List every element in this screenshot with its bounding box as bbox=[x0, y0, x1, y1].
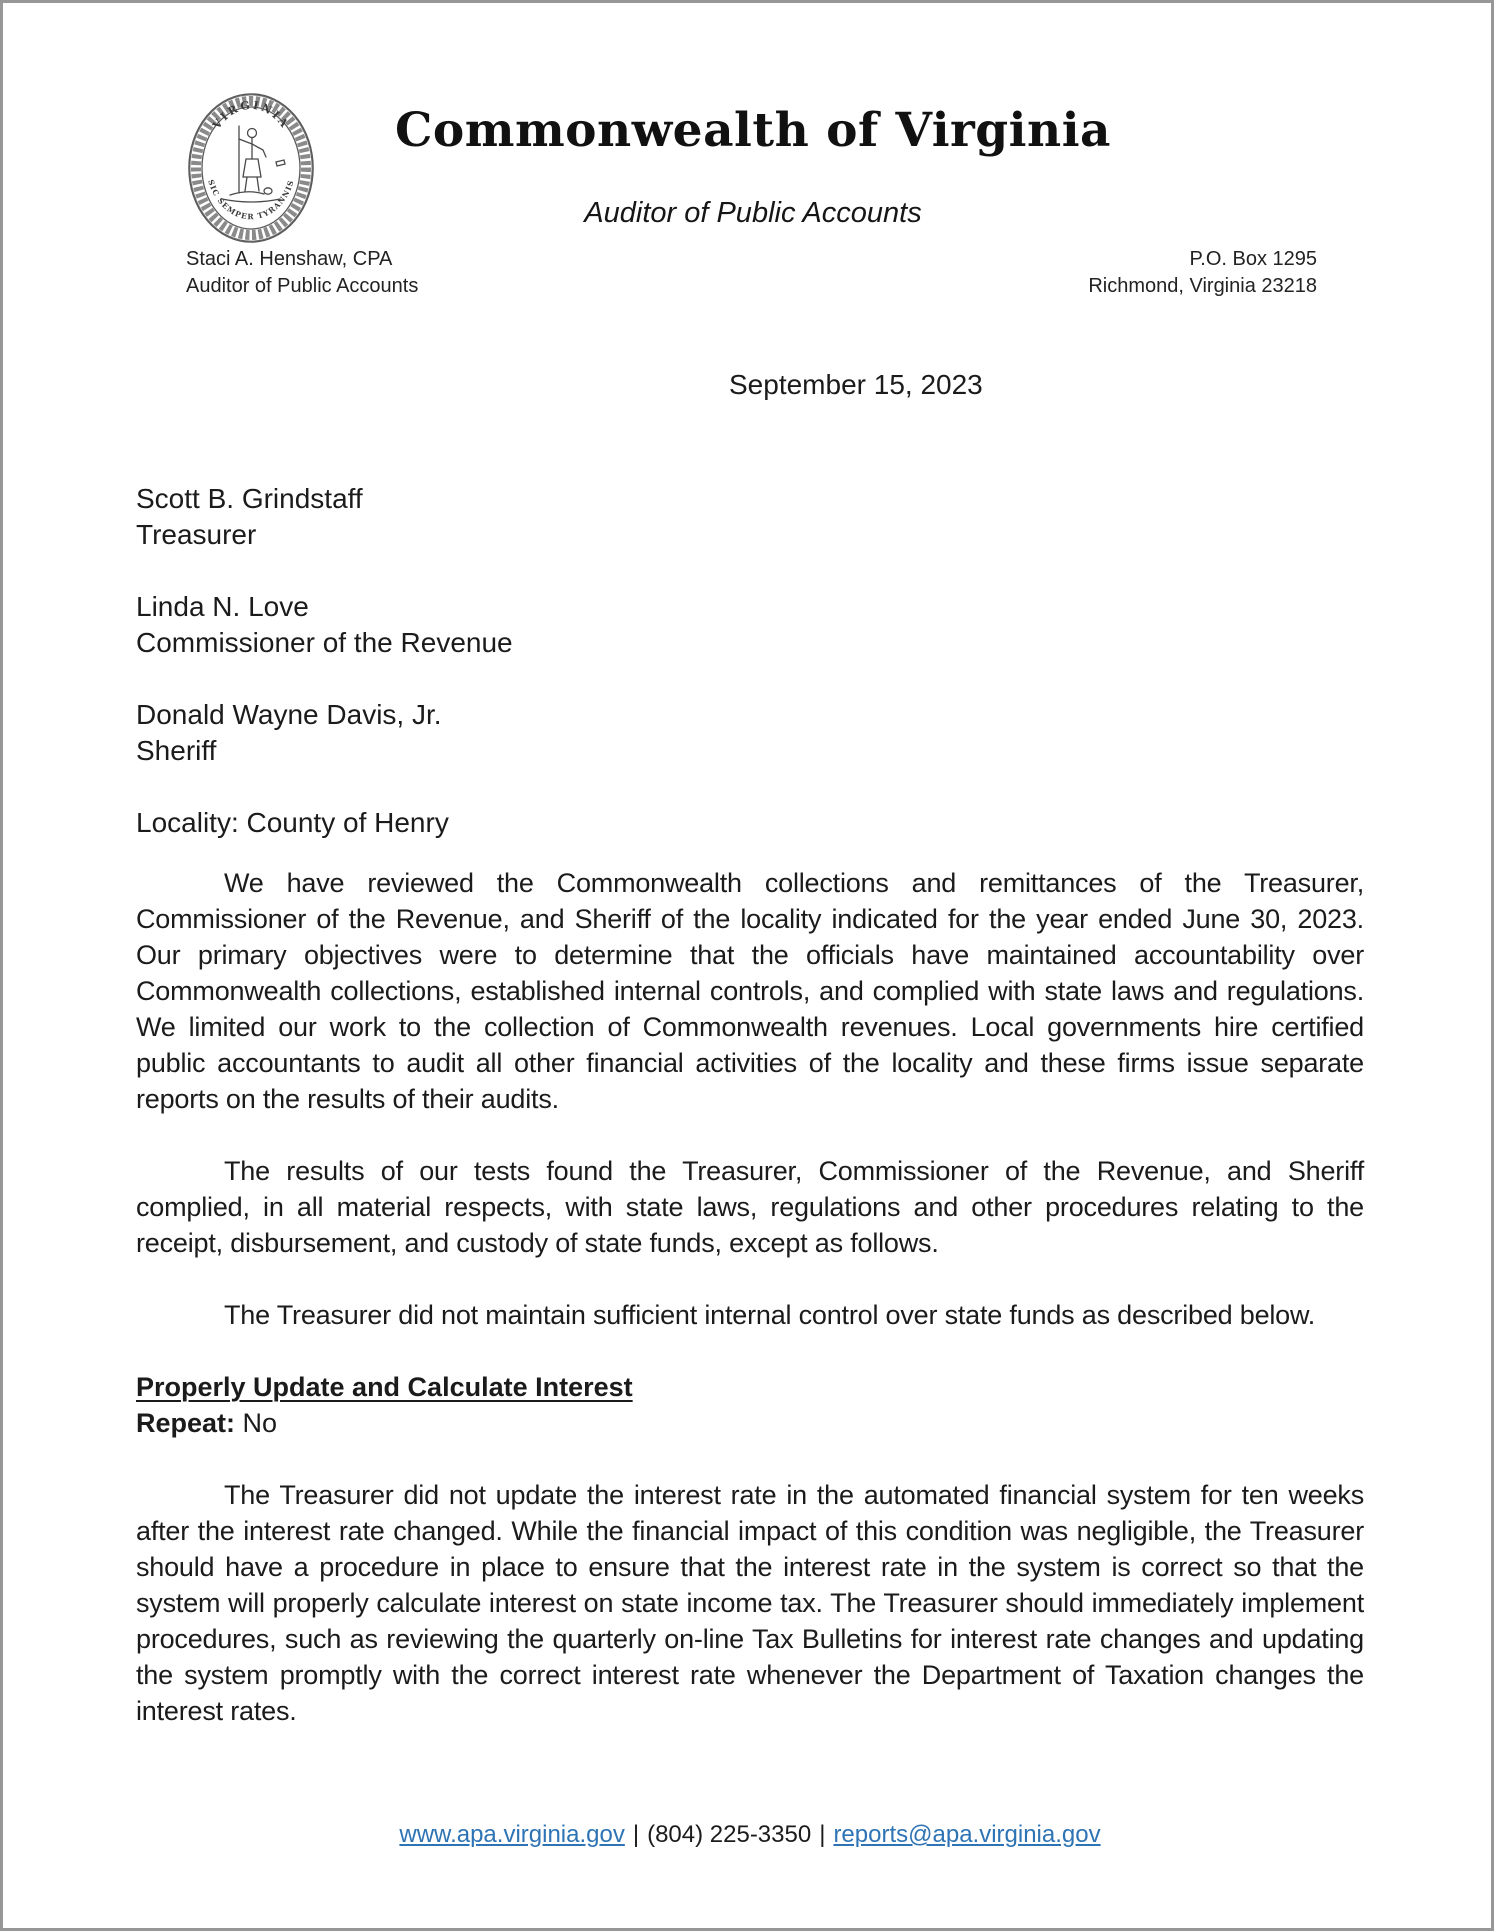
footer-website-link[interactable]: www.apa.virginia.gov bbox=[399, 1821, 625, 1848]
recipient-commissioner bbox=[136, 589, 513, 661]
footer-email-link[interactable]: reports@apa.virginia.gov bbox=[833, 1821, 1101, 1848]
finding-heading-text: Properly Update and Calculate Interest bbox=[136, 1372, 633, 1402]
recipient-treasurer bbox=[136, 481, 513, 553]
seal-top-text: VIRGINIA bbox=[210, 98, 292, 132]
footer-separator: | bbox=[819, 1821, 826, 1848]
locality-line: Locality: County of Henry bbox=[136, 807, 449, 838]
finding-body-paragraph: The Treasurer did not update the interest rate in the automated financial system for ten weeks after the interest rate changed. While the financial impact of this condition was negligible, the Treasurer should have a procedure in place to ensure that the interest rate in the system is correct so that the system will properly calculate interest on state income tax. The Treasurer should immediately implement procedures, such as reviewing the quarterly on-line Tax Bulletins for interest rate changes and updating the system promptly with the correct interest rate whenever the Department of Taxation changes the interest rates. bbox=[136, 1480, 1364, 1726]
body-paragraph-results: The results of our tests found the Treasurer, Commissioner of the Revenue, and Sheriff complied, in all material respects, with state laws, regulations and other procedures relating to the receipt, disbursement, and custody of state funds, except as follows. bbox=[136, 1156, 1364, 1258]
finding-heading bbox=[136, 1369, 633, 1405]
recipient-name: Donald Wayne Davis, Jr. bbox=[136, 699, 442, 730]
page-footer bbox=[136, 1821, 1364, 1849]
virginia-state-seal-icon bbox=[186, 91, 316, 245]
recipient-title: Sheriff bbox=[136, 735, 217, 766]
letterhead-official bbox=[186, 246, 418, 300]
recipient-title: Treasurer bbox=[136, 519, 257, 550]
body-paragraph-review: We have reviewed the Commonwealth collections and remittances of the Treasurer, Commissioner of the Revenue, and Sheriff of the locality indicated for the year ended June 30, 2023. Our primary objectives were to determine that the officials have maintained accountability over Commonwealth collections, established internal controls, and complied with state laws and regulations. We limited our work to the collection of Commonwealth revenues. Local governments hire certified public accountants to audit all other financial activities of the locality and these firms issue separate reports on the results of their audits. bbox=[136, 868, 1364, 1114]
letterhead-title: Commonwealth of Virginia bbox=[394, 103, 1112, 158]
body-paragraph-control: The Treasurer did not maintain sufficient internal control over state funds as described below. bbox=[224, 1300, 1316, 1330]
repeat-value: No bbox=[242, 1408, 278, 1438]
official-name: Staci A. Henshaw, CPA bbox=[186, 248, 393, 270]
recipient-name: Scott B. Grindstaff bbox=[136, 483, 363, 514]
letterhead-address bbox=[883, 246, 1317, 300]
footer-separator: | bbox=[632, 1821, 640, 1848]
finding-repeat-line bbox=[136, 1405, 277, 1441]
address-line-2: Richmond, Virginia 23218 bbox=[1088, 275, 1317, 297]
official-title: Auditor of Public Accounts bbox=[186, 275, 419, 297]
recipient-block bbox=[136, 481, 513, 841]
letterhead-subtitle: Auditor of Public Accounts bbox=[584, 197, 922, 229]
seal-bottom-text: SIC SEMPER TYRANNIS bbox=[206, 178, 296, 222]
footer-phone: (804) 225-3350 bbox=[647, 1821, 812, 1848]
recipient-title: Commissioner of the Revenue bbox=[136, 627, 513, 658]
repeat-label: Repeat: bbox=[136, 1408, 236, 1438]
recipient-sheriff bbox=[136, 697, 513, 769]
virginia-state-seal-svg bbox=[186, 91, 316, 245]
recipient-name: Linda N. Love bbox=[136, 591, 309, 622]
letter-date: September 15, 2023 bbox=[729, 369, 983, 400]
address-line-1: P.O. Box 1295 bbox=[1189, 248, 1317, 270]
